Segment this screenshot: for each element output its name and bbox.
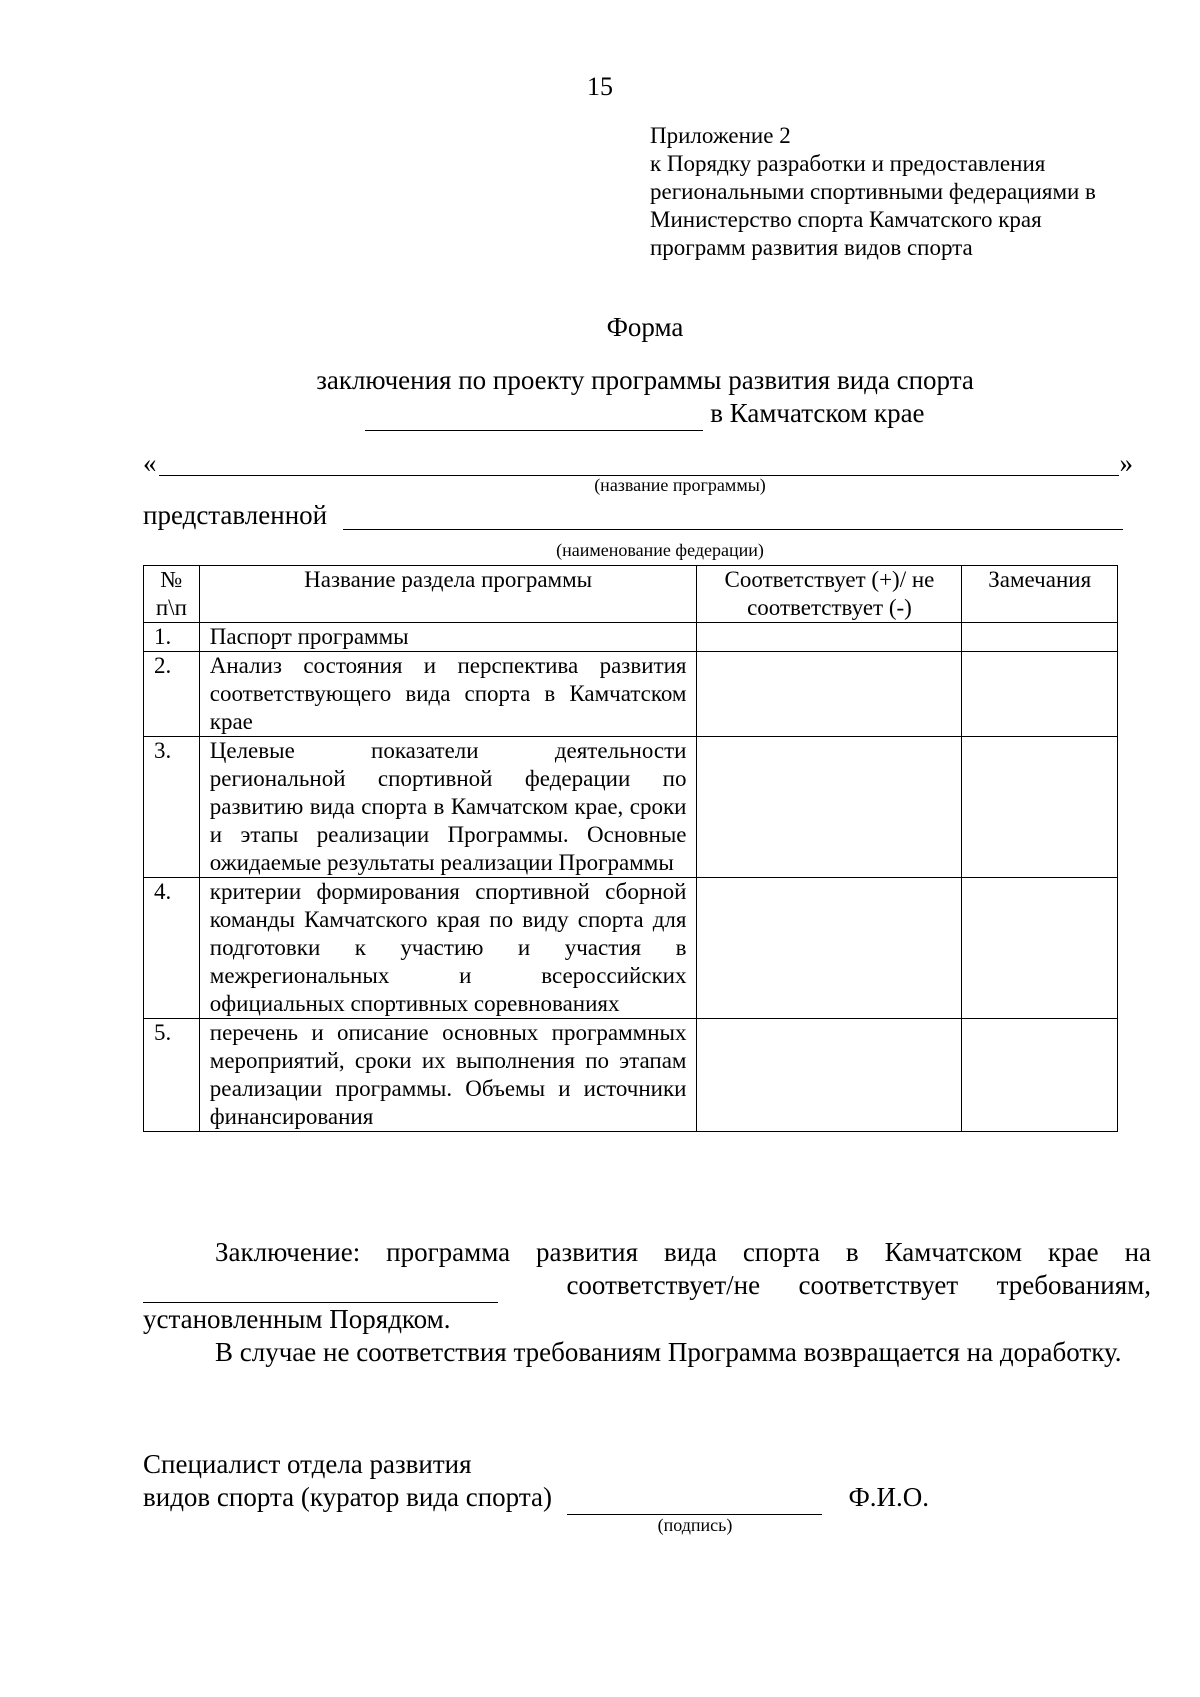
- row-section-name: Анализ состояния и перспектива развития соответствующего вида спорта в Камчатском крае: [199, 652, 697, 737]
- row-num: 3.: [144, 737, 200, 878]
- header-num: № п\п: [144, 566, 200, 623]
- table-header-row: [144, 566, 1118, 623]
- row-section-name: перечень и описание основных программных мероприятий, сроки их выполнения по этапам реализации программы. Объемы и источники финансирования: [199, 1019, 697, 1132]
- signature-block: [143, 1448, 929, 1515]
- appendix-line: программ развития видов спорта: [650, 235, 973, 260]
- row-remarks-cell[interactable]: [962, 1019, 1118, 1132]
- federation-blank-line: [343, 529, 1123, 530]
- return-paragraph: В случае не соответствия требованиям Программа возвращается на доработку.: [215, 1337, 1122, 1367]
- close-quote: »: [1119, 448, 1133, 478]
- row-remarks-cell[interactable]: [962, 878, 1118, 1019]
- appendix-line: к Порядку разработки и предоставления: [650, 151, 1046, 176]
- row-section-name: Целевые показатели деятельности региональной спортивной федерации по развитию вида спорта в Камчатском крае, сроки и этапы реализации Программы. Основные ожидаемые результаты реализации Программы: [199, 737, 697, 878]
- sections-table: [143, 565, 1118, 1132]
- signature-caption: (подпись): [657, 1515, 733, 1535]
- row-match-cell[interactable]: [697, 737, 962, 878]
- page-number: 15: [587, 72, 613, 101]
- header-name: Название раздела программы: [199, 566, 697, 623]
- subtitle-line-2: [0, 397, 1200, 431]
- sport-name-blank-line[interactable]: [143, 1269, 498, 1303]
- table-row: [144, 737, 1118, 878]
- table-row: [144, 878, 1118, 1019]
- signature-role: видов спорта (куратор вида спорта): [143, 1482, 552, 1512]
- row-remarks-cell[interactable]: [962, 652, 1118, 737]
- subtitle-line-1: заключения по проекту программы развития вида спорта: [316, 365, 974, 395]
- signature-blank-line[interactable]: [567, 1481, 822, 1515]
- conclusion-part-1: Заключение: программа развития вида спорта в Камчатском крае на: [215, 1237, 1151, 1267]
- form-title: Форма: [606, 312, 684, 342]
- row-match-cell[interactable]: [697, 652, 962, 737]
- federation-label: представленной: [143, 500, 328, 530]
- program-name-field[interactable]: [143, 448, 1133, 478]
- appendix-line: Министерство спорта Камчатского края: [650, 207, 1042, 232]
- row-section-name: критерии формирования спортивной сборной команды Камчатского края по виду спорта для подготовки к участию и участия в межрегиональных и всероссийских официальных спортивных соревнованиях: [199, 878, 697, 1019]
- row-num: 2.: [144, 652, 200, 737]
- form-subtitle: [0, 364, 1200, 431]
- signature-line-2-row: [143, 1481, 929, 1515]
- open-quote: «: [143, 448, 157, 478]
- row-match-cell[interactable]: [697, 1019, 962, 1132]
- header-remarks: Замечания: [962, 566, 1118, 623]
- row-num: 5.: [144, 1019, 200, 1132]
- appendix-block: [650, 122, 1096, 262]
- row-match-cell[interactable]: [697, 623, 962, 652]
- table-row: [144, 1019, 1118, 1132]
- signature-line-1: Специалист отдела развития: [143, 1449, 472, 1479]
- conclusion-paragraph: [143, 1236, 1151, 1336]
- row-match-cell[interactable]: [697, 878, 962, 1019]
- signature-fio: Ф.И.О.: [848, 1482, 930, 1512]
- row-remarks-cell[interactable]: [962, 623, 1118, 652]
- appendix-line: региональными спортивными федерациями в: [650, 179, 1096, 204]
- header-match: Соответствует (+)/ не соответствует (-): [697, 566, 962, 623]
- row-section-name: Паспорт программы: [199, 623, 697, 652]
- conclusion-part-2: соответствует/не соответствует требованиям, установленным Порядком.: [143, 1270, 1151, 1334]
- appendix-line: Приложение 2: [650, 123, 791, 148]
- federation-field[interactable]: [143, 500, 1123, 531]
- row-num: 4.: [144, 878, 200, 1019]
- row-remarks-cell[interactable]: [962, 737, 1118, 878]
- subtitle-region: в Камчатском крае: [710, 398, 925, 428]
- conclusion-block: [143, 1236, 1151, 1369]
- table-row: [144, 652, 1118, 737]
- program-name-caption: (название программы): [594, 475, 766, 495]
- table-row: [144, 623, 1118, 652]
- sport-blank-line[interactable]: [365, 397, 703, 431]
- row-num: 1.: [144, 623, 200, 652]
- federation-caption: (наименование федерации): [556, 540, 764, 560]
